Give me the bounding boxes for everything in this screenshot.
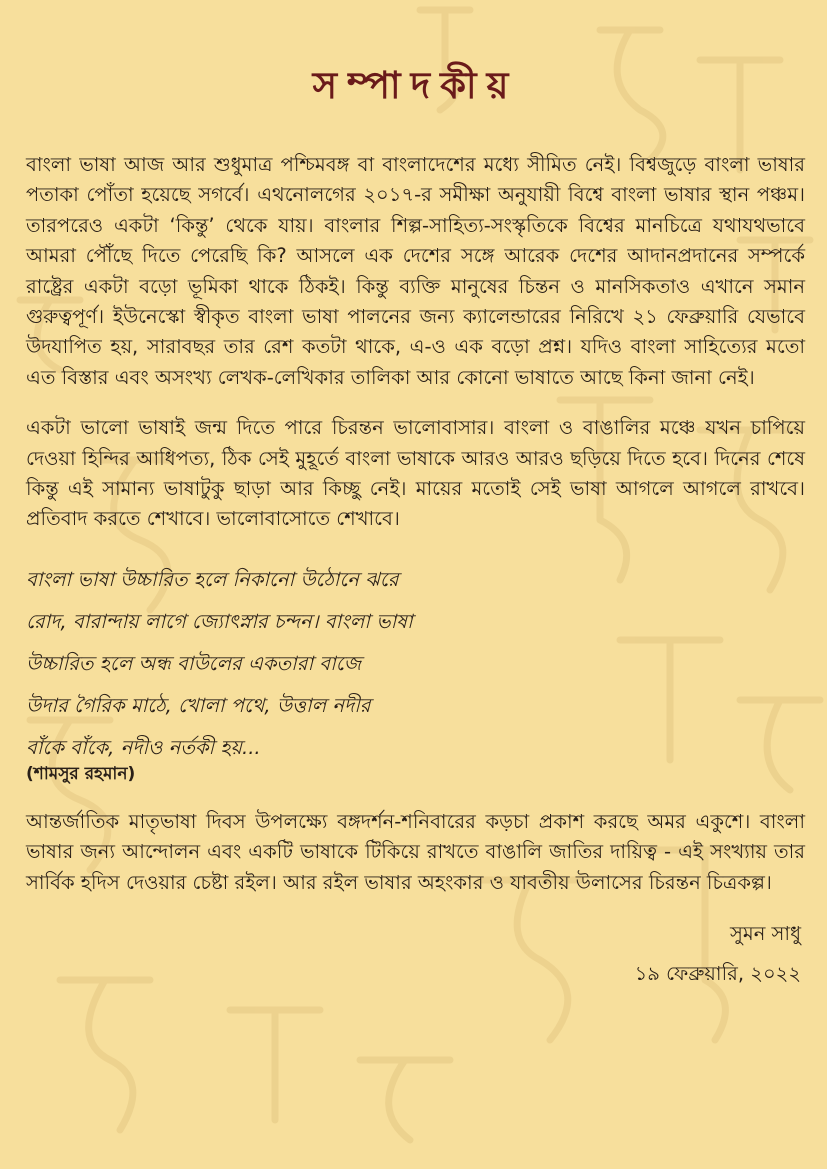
poem-line: রোদ, বারান্দায় লাগে জ্যোৎস্নার চন্দন। বাংলা ভাষা [26,609,413,633]
editorial-paragraph-2: একটা ভালো ভাষাই জন্ম দিতে পারে চিরন্তন ভালোবাসার। বাংলা ও বাঙালির মঞ্চে যখন চাপিয়ে দেওয়া হিন্দির আধিপত্য, ঠিক সেই মুহূর্তে বাংলা ভাষাকে আরও আরও ছড়িয়ে দিতে হবে। দিনের শেষে কিন্তু এই সামান্য ভাষাটুকু ছাড়া আর কিচ্ছু নেই। মায়ের মতোই সেই ভাষা আগলে আগলে রাখবে। প্রতিবাদ করতে শেখাবে। ভালোবাসোতে শেখাবে। [26,416,805,531]
poem-line: উদার গৈরিক মাঠে, খোলা পথে, উত্তাল নদীর [26,693,371,717]
poem-line: বাঁকে বাঁকে, নদীও নর্তকী হয়... [26,735,261,759]
poem-line: উচ্চারিত হলে অন্ধ বাউলের একতারা বাজে [26,651,362,675]
poem-line: বাংলা ভাষা উচ্চারিত হলে নিকানো উঠোনে ঝরে [26,567,399,591]
poem-attribution: (শামসুর রহমান) [26,763,136,784]
page-title: সম্পাদকীয় [312,64,519,107]
signature-name: সুমন সাধু [729,922,801,946]
signature-date: ১৯ ফেব্রুয়ারি, ২০২২ [634,962,801,986]
editorial-paragraph-1: বাংলা ভাষা আজ আর শুধুমাত্র পশ্চিমবঙ্গ বা বাংলাদেশের মধ্যে সীমিত নেই। বিশ্বজুড়ে বাংলা ভাষার পতাকা পোঁতা হয়েছে সগর্বে। এথনোলগের ২০১৭-র সমীক্ষা অনুযায়ী বিশ্বে বাংলা ভাষার স্থান পঞ্চম। তারপরেও একটা ‘কিন্তু’ থেকে যায়। বাংলার শিল্প-সাহিত্য-সংস্কৃতিকে বিশ্বের মানচিত্রে যথাযথভাবে আমরা পৌঁছে দিতে পেরেছি কি? আসলে এক দেশের সঙ্গে আরেক দেশের আদানপ্রদানের সম্পর্কে রাষ্ট্রের একটা বড়ো ভূমিকা থাকে ঠিকই। কিন্তু ব্যক্তি মানুষের চিন্তন ও মানসিকতাও এখানে সমান গুরুত্বপূর্ণ। ইউনেস্কো স্বীকৃত বাংলা ভাষা পালনের জন্য ক্যালেন্ডারের নিরিখে ২১ ফেব্রুয়ারি যেভাবে উদযাপিত হয়, সারাবছর তার রেশ কতটা থাকে, এ-ও এক বড়ো প্রশ্ন। যদিও বাংলা সাহিত্যের মতো এত বিস্তার এবং অসংখ্য লেখক-লেখিকার তালিকা আর কোনো ভাষাতে আছে কিনা জানা নেই। [26,153,805,389]
editorial-paragraph-3: আন্তর্জাতিক মাতৃভাষা দিবস উপলক্ষ্যে বঙ্গদর্শন-শনিবারের কড়চা প্রকাশ করছে অমর একুশে। বাংলা ভাষার জন্য আন্দোলন এবং একটি ভাষাকে টিকিয়ে রাখতে বাঙালি জাতির দায়িত্ব - এই সংখ্যায় তার সার্বিক হদিস দেওয়ার চেষ্টা রইল। আর রইল ভাষার অহংকার ও যাবতীয় উলাসের চিরন্তন চিত্রকল্প। [26,809,805,894]
poem-quote [26,559,805,769]
